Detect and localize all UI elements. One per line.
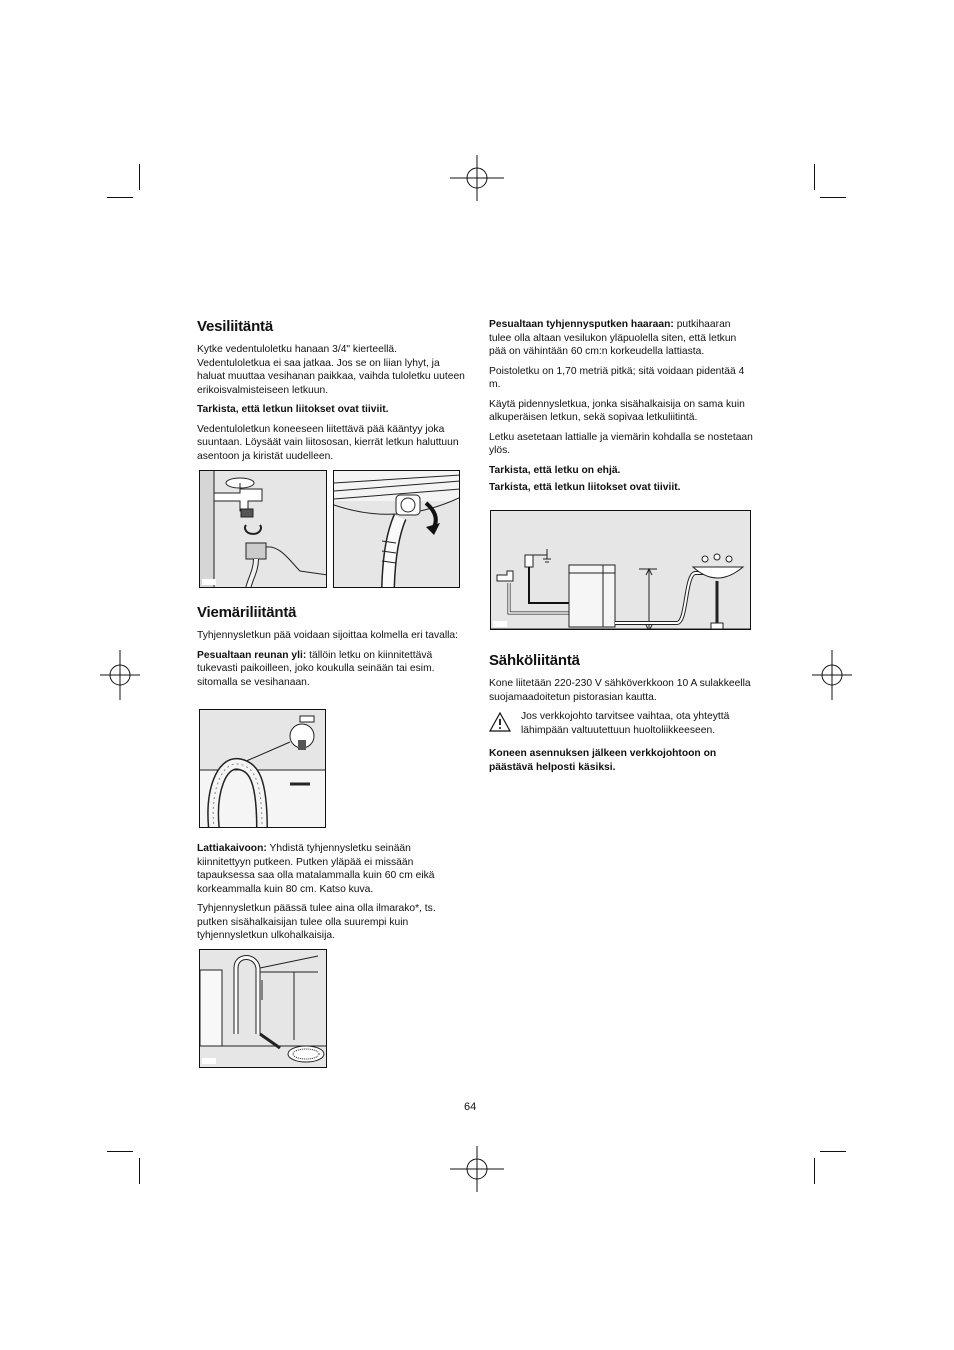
final-note: Koneen asennuksen jälkeen verkkojohtoon on päästävä helposti käsiksi.	[489, 748, 717, 773]
registration-mark-right	[812, 650, 852, 700]
page-number: 64	[464, 1101, 477, 1113]
electric-connection-title: Sähköliitäntä	[489, 652, 580, 669]
floor-drain-paragraph: Lattiakaivoon: Yhdistä tyhjennysletku seinään kiinnitettyyn putkeen. Putken yläpää ei missään tapauksessa saa olla matalammalla kuin 60 cm eikä korkeammalla kuin 80 cm. Katso kuva.	[197, 843, 435, 895]
electric-section	[489, 652, 754, 780]
installation-overview-figure	[490, 510, 751, 630]
electric-paragraph-1: Kone liitetään 220-230 V sähköverkkoon 10 A sulakkeella suojamaadoitetun pistorasian kautta.	[489, 678, 751, 703]
crop-mark	[814, 164, 815, 190]
warning-row	[489, 710, 754, 737]
warning-triangle-icon	[489, 712, 511, 732]
check-hose-intact: Tarkista, että letku on ehjä.	[489, 464, 621, 476]
warning-text: Jos verkkojohto tarvitsee vaihtaa, ota yhteyttä lähimpään valtuutettuun huoltoliikkeeseen.	[521, 711, 730, 736]
registration-mark-top	[450, 155, 504, 201]
extension-paragraph: Käytä pidennysletkua, jonka sisähalkaisija on sama kuin alkuperäisen letkun, sekä sopivaa letkuliitintä.	[489, 398, 745, 423]
check-hose-seals: Tarkista, että letkun liitokset ovat tiiviit.	[489, 482, 681, 493]
drain-section	[197, 604, 465, 695]
water-paragraph-2: Tarkista, että letkun liitokset ovat tiiviit.	[197, 404, 389, 415]
branch-paragraph: Pesualtaan tyhjennysputken haaraan: putkihaaran tulee olla altaan vesilukon yläpuolella siten, että letkun pää on vähintään 60 cm:n korkeudella lattiasta.	[489, 319, 737, 357]
crop-mark	[139, 1158, 140, 1184]
drain-connection-title: Viemäriliitäntä	[197, 604, 297, 621]
water-paragraph-3: Vedentuloletkun koneeseen liitettävä pää kääntyy joka suuntaan. Löysäät vain liitososan, kierrät letkun haluttuun asentoon ja kiristät uudelleen.	[197, 423, 459, 462]
registration-mark-bottom	[450, 1146, 504, 1192]
crop-mark	[814, 1158, 815, 1184]
crop-mark	[820, 197, 846, 198]
sink-edge-figure	[199, 709, 326, 828]
hose-length-paragraph: Poistoletku on 1,70 metriä pitkä; sitä voidaan pidentää 4 m.	[489, 365, 745, 390]
floor-hose-paragraph: Letku asetetaan lattialle ja viemärin kohdalla se nostetaan ylös.	[489, 431, 753, 456]
tap-hose-figure	[199, 470, 327, 588]
crop-mark	[107, 197, 133, 198]
floor-drain-section	[197, 842, 465, 949]
right-column	[489, 318, 754, 501]
hose-swivel-figure	[333, 470, 460, 588]
water-paragraph-1: Kytke vedentuloletku hanaan 3/4" kierteellä. Vedentuloletkua ei saa jatkaa. Jos se on liian lyhyt, ja haluat muuttaa vesihanan paikkaa, vaihda tuloletku uuteen erikoisvalmisteiseen letkuun.	[197, 344, 465, 396]
crop-mark	[820, 1151, 846, 1152]
drain-sink-edge-paragraph: Pesualtaan reunan yli: tällöin letku on kiinnitettävä tukevasti paikoilleen, joko koukulla seinään tai esim. sitomalla se vesihanaan.	[197, 649, 435, 688]
water-connection-title: Vesiliitäntä	[197, 318, 273, 335]
air-gap-paragraph: Tyhjennysletkun päässä tulee aina olla ilmarako*, ts. putken sisähalkaisijan tulee olla suurempi kuin tyhjennysletkun ulkohalkaisija.	[197, 903, 436, 941]
registration-mark-left	[100, 650, 140, 700]
floor-drain-figure	[199, 949, 327, 1068]
drain-paragraph-1: Tyhjennysletkun pää voidaan sijoittaa kolmella eri tavalla:	[197, 630, 459, 641]
crop-mark	[139, 164, 140, 190]
crop-mark	[107, 1151, 133, 1152]
left-column	[197, 318, 465, 469]
